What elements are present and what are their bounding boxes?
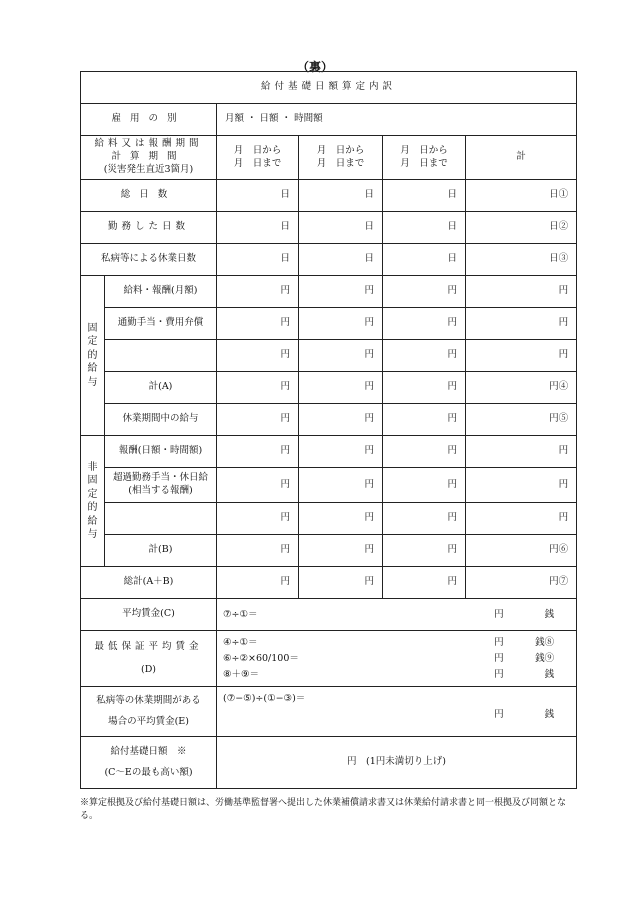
table-row xyxy=(81,468,577,503)
table-row xyxy=(81,535,577,567)
page-side-label: （裏） xyxy=(296,60,333,74)
nonfixed-row-label: 超過勤務手当・休日給(相当する報酬) xyxy=(105,468,217,503)
base-amount-label: 給付基礎日額 ※ (C〜Eの最も高い額) xyxy=(81,737,217,789)
days-cell[interactable]: 日 xyxy=(217,244,299,276)
yen-total-cell[interactable]: 円 xyxy=(466,436,577,468)
fixed-salary-group-label: 固 定 的 給 与 xyxy=(81,276,105,436)
yen-total-cell[interactable]: 円 xyxy=(466,308,577,340)
yen-cell[interactable]: 円 xyxy=(217,340,299,372)
worked-days-label: 勤務した日数 xyxy=(81,212,217,244)
period-total-header: 計 xyxy=(466,136,577,180)
yen-cell[interactable]: 円 xyxy=(299,372,383,404)
days-cell[interactable]: 日 xyxy=(299,180,383,212)
nonfixed-row-label-blank[interactable] xyxy=(105,503,217,535)
yen-cell[interactable]: 円 xyxy=(299,503,383,535)
yen-cell[interactable]: 円 xyxy=(299,535,383,567)
yen-total-cell[interactable]: 円⑤ xyxy=(466,404,577,436)
fixed-subtotal-label: 計(A) xyxy=(105,372,217,404)
table-row xyxy=(81,372,577,404)
fixed-row-label: 通勤手当・費用弁償 xyxy=(105,308,217,340)
yen-cell[interactable]: 円 xyxy=(383,567,466,599)
yen-total-cell[interactable]: 円 xyxy=(466,503,577,535)
fixed-row-label-blank[interactable] xyxy=(105,340,217,372)
days-cell[interactable]: 日 xyxy=(383,244,466,276)
days-total-cell[interactable]: 日③ xyxy=(466,244,577,276)
yen-cell[interactable]: 円 xyxy=(217,567,299,599)
days-total-cell[interactable]: 日① xyxy=(466,180,577,212)
yen-cell[interactable]: 円 xyxy=(383,535,466,567)
table-row xyxy=(81,737,577,789)
yen-total-cell[interactable]: 円 xyxy=(466,468,577,503)
employment-options[interactable]: 月額 ・ 日額 ・ 時間額 xyxy=(217,104,577,136)
table-row xyxy=(81,687,577,737)
table-row xyxy=(81,308,577,340)
grand-total-label: 総計(A＋B) xyxy=(81,567,217,599)
table-row xyxy=(81,631,577,687)
days-total-cell[interactable]: 日② xyxy=(466,212,577,244)
table-title: 給付基礎日額算定内訳 xyxy=(81,72,577,104)
nonfixed-salary-group-label: 非 固 定 的 給 与 xyxy=(81,436,105,567)
benefit-calculation-table xyxy=(80,71,577,789)
avg-wage-label: 平均賃金(C) xyxy=(81,599,217,631)
yen-cell[interactable]: 円 xyxy=(217,535,299,567)
table-row xyxy=(81,436,577,468)
table-row xyxy=(81,276,577,308)
employment-label: 雇用の別 xyxy=(81,104,217,136)
yen-cell[interactable]: 円 xyxy=(299,436,383,468)
yen-cell[interactable]: 円 xyxy=(217,503,299,535)
yen-cell[interactable]: 円 xyxy=(217,276,299,308)
min-wage-label: 最低保証平均賃金 (D) xyxy=(81,631,217,687)
fixed-row-label: 休業期間中の給与 xyxy=(105,404,217,436)
yen-cell[interactable]: 円 xyxy=(299,340,383,372)
yen-cell[interactable]: 円 xyxy=(383,404,466,436)
yen-total-cell[interactable]: 円④ xyxy=(466,372,577,404)
yen-cell[interactable]: 円 xyxy=(299,308,383,340)
table-row xyxy=(81,503,577,535)
table-row xyxy=(81,340,577,372)
yen-cell[interactable]: 円 xyxy=(383,503,466,535)
table-row xyxy=(81,567,577,599)
days-cell[interactable]: 日 xyxy=(217,212,299,244)
days-cell[interactable]: 日 xyxy=(299,212,383,244)
yen-cell[interactable]: 円 xyxy=(299,567,383,599)
total-days-label: 総日数 xyxy=(81,180,217,212)
yen-total-cell[interactable]: 円⑥ xyxy=(466,535,577,567)
days-cell[interactable]: 日 xyxy=(383,212,466,244)
table-row xyxy=(81,404,577,436)
yen-cell[interactable]: 円 xyxy=(383,308,466,340)
table-row xyxy=(81,244,577,276)
period-label: 給料又は報酬期間 計算期間 (災害発生直近3箇月) xyxy=(81,136,217,180)
footnote: ※算定根拠及び給付基礎日額は、労働基準監督署へ提出した休業補償請求書又は休業給付請求書と同一根拠及び同額となる。 xyxy=(80,798,567,822)
yen-cell[interactable]: 円 xyxy=(299,276,383,308)
sick-avg-field[interactable]: (⑦−⑤)÷(①−③)＝ 円 銭 xyxy=(217,687,577,737)
yen-cell[interactable]: 円 xyxy=(217,468,299,503)
days-cell[interactable]: 日 xyxy=(217,180,299,212)
sick-days-label: 私病等による休業日数 xyxy=(81,244,217,276)
yen-cell[interactable]: 円 xyxy=(299,404,383,436)
min-wage-field[interactable]: ④÷①＝ 円 銭⑧ ⑥÷②×60/100＝ 円 銭⑨ ⑧＋⑨＝ 円 銭 xyxy=(217,631,577,687)
days-cell[interactable]: 日 xyxy=(383,180,466,212)
yen-total-cell[interactable]: 円⑦ xyxy=(466,567,577,599)
avg-wage-field[interactable]: ⑦÷①＝ 円 銭 xyxy=(217,599,577,631)
nonfixed-subtotal-label: 計(B) xyxy=(105,535,217,567)
table-row xyxy=(81,212,577,244)
yen-cell[interactable]: 円 xyxy=(217,308,299,340)
yen-total-cell[interactable]: 円 xyxy=(466,340,577,372)
yen-cell[interactable]: 円 xyxy=(383,276,466,308)
table-row xyxy=(81,599,577,631)
yen-cell[interactable]: 円 xyxy=(299,468,383,503)
period-col-2[interactable]: 月 日から 月 日まで xyxy=(299,136,383,180)
sick-avg-label: 私病等の休業期間がある 場合の平均賃金(E) xyxy=(81,687,217,737)
period-col-3[interactable]: 月 日から 月 日まで xyxy=(383,136,466,180)
yen-cell[interactable]: 円 xyxy=(383,436,466,468)
yen-cell[interactable]: 円 xyxy=(217,436,299,468)
base-amount-field[interactable]: 円 (1円未満切り上げ) xyxy=(217,737,577,789)
yen-cell[interactable]: 円 xyxy=(217,404,299,436)
yen-cell[interactable]: 円 xyxy=(383,468,466,503)
yen-cell[interactable]: 円 xyxy=(217,372,299,404)
days-cell[interactable]: 日 xyxy=(299,244,383,276)
fixed-row-label: 給料・報酬(月額) xyxy=(105,276,217,308)
yen-cell[interactable]: 円 xyxy=(383,340,466,372)
table-row xyxy=(81,180,577,212)
nonfixed-row-label: 報酬(日額・時間額) xyxy=(105,436,217,468)
period-col-1[interactable]: 月 日から 月 日まで xyxy=(217,136,299,180)
yen-cell[interactable]: 円 xyxy=(383,372,466,404)
yen-total-cell[interactable]: 円 xyxy=(466,276,577,308)
